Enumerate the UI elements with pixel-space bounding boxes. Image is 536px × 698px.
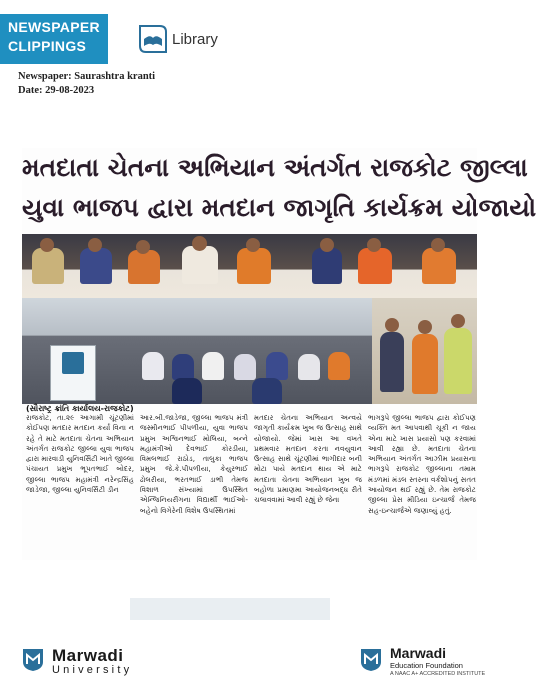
date-value: 29-08-2023 [45,85,95,96]
person-head [320,238,334,252]
headline-line-1: મતદાતા ચેતના અભિયાન અંતર્ગત રાજકોટ જીલ્લા [22,153,528,182]
date-label: Date: [18,85,43,96]
article-column-3 [254,413,362,558]
article-column-text: ભાગરૂપે જીલ્લા ભાજપ દ્વારા કોઈપણ વ્યક્તિ મત આપવાથી ચૂકી ન જાય એના માટે ખાસ પ્રયાસો પણ કરવામાં આવી રહ્યા છે. મતદાતા ચેતના અભિયાન અંતર્ગત આઝીમ પ્રયાસના ભાગરૂપે રાજકોટ જીલ્લાના તમામ મંડળમાં મંડલ સ્તરના વર્કશોપનું સતત આયોજન થઈ રહ્યું છે. તેમ રાજકોટ જીલ્લા પ્રેસ મીડિયા ઇન્ચાર્જ તેમજ સહ-ઇન્ચાર્જએ જણાવ્યું હતું. [368,413,476,515]
podium-logo-icon [62,352,84,374]
article-column-text: મતદાર ચેતના અભિયાન અન્વયે જાગૃતી કાર્યક્રમ ખુબ જ ઉત્સાહ સાથે યોજાયો. જેમાં ખાસ આ વખતે પ્રથમવાર મતદાન કરતા નવયુવાન ઉત્સાહ સાથે ચૂંટણીમાં ભાગીદાર બની મોટા પાયે મતદાન થાય એ માટે મતદાતા ચેતના અભિયાન ખુબ જ બહોળા પ્રમાણમા આયોજનબદ્ધ રીતે ચલાવવામાં આવી રહ્યું છે જેના [254,413,362,505]
audience-member [328,352,350,380]
event-photo-dais [22,234,477,298]
audience-member [252,378,282,404]
audience-member [234,354,256,380]
audience-member [172,378,202,404]
university-name: Marwadi [52,646,124,665]
audience-member [298,354,320,380]
headline-line-2: યુવા ભાજપ દ્વારા મતદાન જાગૃતિ કાર્યક્રમ યોજાયો [22,193,536,222]
person-head [136,240,150,254]
person-figure [380,332,404,392]
article-column-1 [26,413,134,558]
person-figure [312,248,342,284]
audience-member [266,352,288,380]
newspaper-label: Newspaper: [18,71,72,82]
person-figure [358,248,392,284]
date-line [18,85,94,96]
accreditation-note: A NAAC A+ ACCREDITED INSTITUTE [390,671,486,677]
marwadi-university-logo-icon [22,648,44,672]
marwadi-education-foundation-logo-icon [360,648,382,672]
article-column-4 [368,413,476,558]
person-head [385,318,399,332]
banner-title [8,18,100,56]
person-head [431,238,445,252]
person-head [246,238,260,252]
foundation-subtitle: Education Foundation [390,661,463,670]
university-subtitle: University [52,664,133,676]
audience-member [142,352,164,380]
audience-member [172,354,194,380]
library-book-icon [136,22,170,56]
person-figure [237,248,271,284]
person-head [367,238,381,252]
event-photo-felicitation [372,298,477,404]
person-figure [412,334,438,394]
person-figure [32,248,64,284]
newspaper-clippings-banner [0,14,108,64]
hall-screen [130,598,330,620]
person-head [418,320,432,334]
person-figure [128,250,160,284]
library-label: Library [172,31,218,48]
person-figure [422,248,456,284]
article-column-text: આર.બી.જાડેજા, જીલ્લા ભાજપ મંત્રી જસ્મીનભાઈ પીપળીયા, યુવા ભાજપ પ્રમુખ અશ્વિનભાઈ મોલિયા, બન્ને મહામંત્રીઓ દેવભાઈ કોરડીયા, વિમલભાઈ રાઠોડ, તાલુકા ભાજપ પ્રમુખ જે.કે.પીપળીયા, કેયુરભાઈ ઢોલરીયા, ભરતભાઈ ડાભી તેમજ વિશાળ સંખ્યામાં ઉપસ્થિત એન્જિનિયરીંગના વિદ્યાર્થી ભાઈઓ-બહેનો વિગેરેની વિશેષ ઉપસ્થિતમાં [140,413,248,515]
person-figure [80,248,112,284]
person-figure [182,246,218,284]
banner-title-line-1: NEWSPAPER [8,19,100,35]
person-figure [444,328,472,394]
byline: (સૌરાષ્ટ્ર ક્રાંતિ કાર્યાલય-રાજકોટ) [26,404,134,413]
banner-title-line-2: CLIPPINGS [8,38,87,54]
person-head [40,238,54,252]
article-column-text: રાજકોટ, તા.૨૯ આગામી ચૂંટણીમાં કોઈપણ મતદાર મતદાન કર્યા વિના ન રહે તે માટે મતદાતા ચેતના અભિયાન અંતર્ગત રાજકોટ જીલ્લા યુવા ભાજપ દ્વારા મારવાડી યુનિવર્સિટી ખાતે જીલ્લા પંચાયત પ્રમુખ ભૂપતભાઈ બોદર, જીલ્લા ભાજપ મહામંત્રી નરેન્દ્રસિંહ જાડેજા, જીલ્લા યુનિવર્સિટી ડીન [26,413,134,495]
person-head [451,314,465,328]
article-column-2 [140,413,248,558]
person-head [88,238,102,252]
newspaper-value: Saurashtra kranti [74,71,156,82]
audience-member [202,352,224,380]
foundation-name: Marwadi [390,645,447,661]
newspaper-name-line [18,71,155,82]
person-head [192,236,207,251]
